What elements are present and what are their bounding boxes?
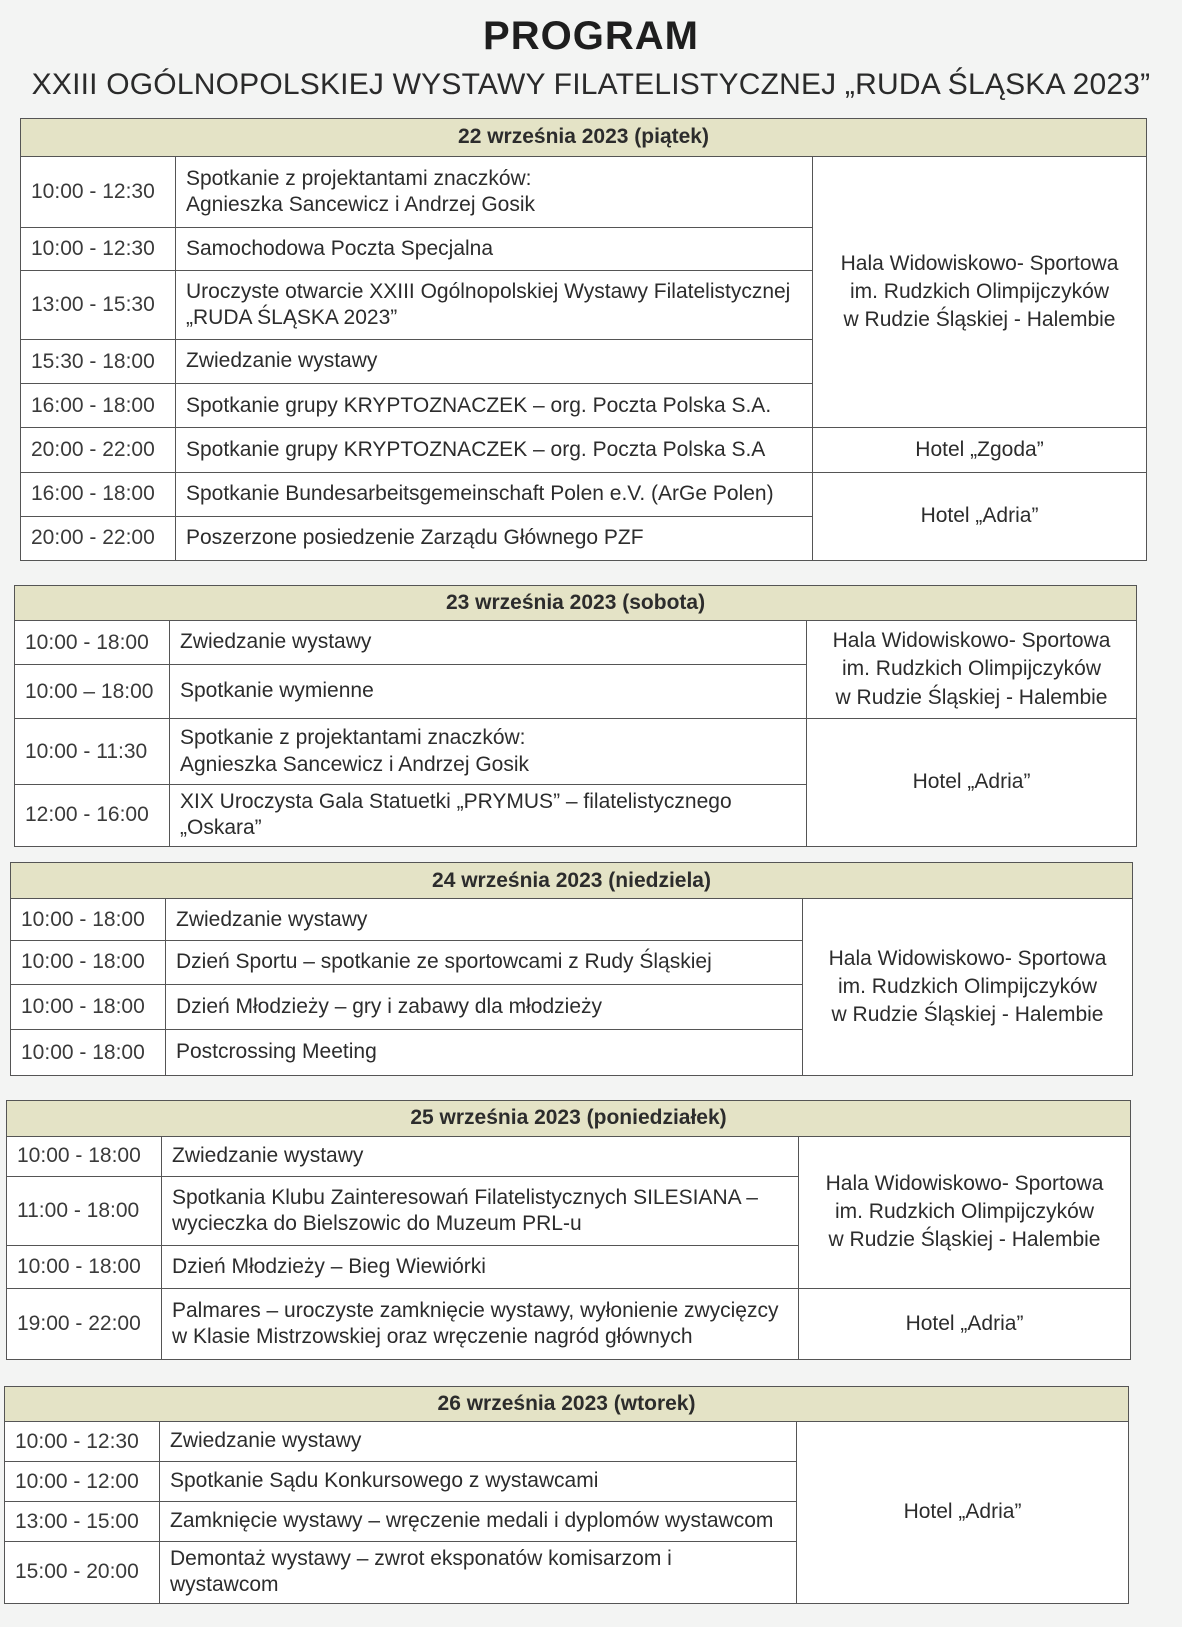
- event-time: 13:00 - 15:00: [5, 1502, 160, 1542]
- event-description: Spotkanie z projektantami znaczków: Agnieszka Sancewicz i Andrzej Gosik: [170, 719, 807, 785]
- event-time: 15:30 - 18:00: [21, 339, 176, 383]
- event-description: Demontaż wystawy – zwrot eksponatów komisarzom i wystawcom: [160, 1542, 797, 1604]
- event-time: 13:00 - 15:30: [21, 270, 176, 339]
- event-time: 10:00 - 18:00: [7, 1246, 162, 1289]
- event-description: Postcrossing Meeting: [166, 1030, 803, 1076]
- event-location: Hala Widowiskowo- Sportowa im. Rudzkich Olimpijczyków w Rudzie Śląskiej - Halembie: [799, 1136, 1131, 1288]
- table-row: [21, 428, 1147, 472]
- event-time: 15:00 - 20:00: [5, 1542, 160, 1604]
- event-description: Spotkanie Bundesarbeitsgemeinschaft Polen e.V. (ArGe Polen): [176, 472, 813, 516]
- event-time: 20:00 - 22:00: [21, 428, 176, 472]
- day-table-25: [6, 1100, 1131, 1360]
- event-description: Uroczyste otwarcie XXIII Ogólnopolskiej Wystawy Filatelistycznej „RUDA ŚLĄSKA 2023”: [176, 270, 813, 339]
- event-description: Zwiedzanie wystawy: [176, 339, 813, 383]
- event-time: 19:00 - 22:00: [7, 1288, 162, 1359]
- event-location: Hotel „Adria”: [799, 1288, 1131, 1359]
- day-header: 22 września 2023 (piątek): [21, 119, 1147, 157]
- event-time: 20:00 - 22:00: [21, 516, 176, 560]
- event-time: 10:00 - 18:00: [11, 899, 166, 941]
- table-row: [21, 156, 1147, 227]
- event-location: Hotel „Adria”: [797, 1422, 1129, 1604]
- event-time: 10:00 - 18:00: [15, 621, 170, 665]
- event-description: Dzień Młodzieży – gry i zabawy dla młodzieży: [166, 984, 803, 1030]
- event-time: 12:00 - 16:00: [15, 785, 170, 847]
- day-header: 26 września 2023 (wtorek): [5, 1387, 1129, 1422]
- day-header: 25 września 2023 (poniedziałek): [7, 1101, 1131, 1137]
- table-row: [21, 472, 1147, 516]
- table-row: [15, 719, 1137, 785]
- event-time: 10:00 - 12:30: [21, 156, 176, 227]
- event-time: 10:00 - 11:30: [15, 719, 170, 785]
- event-description: Zamknięcie wystawy – wręczenie medali i dyplomów wystawcom: [160, 1502, 797, 1542]
- event-description: Zwiedzanie wystawy: [160, 1422, 797, 1462]
- event-time: 10:00 - 12:30: [5, 1422, 160, 1462]
- event-description: Spotkanie z projektantami znaczków: Agnieszka Sancewicz i Andrzej Gosik: [176, 156, 813, 227]
- event-time: 10:00 - 18:00: [7, 1136, 162, 1177]
- event-description: Spotkanie wymienne: [170, 665, 807, 719]
- day-header: 23 września 2023 (sobota): [15, 586, 1137, 621]
- day-table-24: [10, 862, 1133, 1076]
- event-location: Hala Widowiskowo- Sportowa im. Rudzkich Olimpijczyków w Rudzie Śląskiej - Halembie: [807, 621, 1137, 719]
- event-time: 10:00 - 18:00: [11, 984, 166, 1030]
- event-description: Dzień Młodzieży – Bieg Wiewiórki: [162, 1246, 799, 1289]
- table-row: [5, 1422, 1129, 1462]
- day-table-26: [4, 1386, 1129, 1604]
- event-time: 10:00 - 18:00: [11, 940, 166, 984]
- event-description: Spotkania Klubu Zainteresowań Filatelistycznych SILESIANA – wycieczka do Bielszowic do Muzeum PRL-u: [162, 1177, 799, 1246]
- event-time: 16:00 - 18:00: [21, 384, 176, 428]
- event-location: Hala Widowiskowo- Sportowa im. Rudzkich Olimpijczyków w Rudzie Śląskiej - Halembie: [803, 899, 1133, 1076]
- event-description: Zwiedzanie wystawy: [162, 1136, 799, 1177]
- event-description: Spotkanie grupy KRYPTOZNACZEK – org. Poczta Polska S.A.: [176, 384, 813, 428]
- event-description: Poszerzone posiedzenie Zarządu Głównego PZF: [176, 516, 813, 560]
- event-description: Dzień Sportu – spotkanie ze sportowcami z Rudy Śląskiej: [166, 940, 803, 984]
- event-time: 10:00 - 12:00: [5, 1462, 160, 1502]
- event-location: Hala Widowiskowo- Sportowa im. Rudzkich Olimpijczyków w Rudzie Śląskiej - Halembie: [813, 156, 1147, 428]
- table-row: [7, 1136, 1131, 1177]
- page-subtitle: XXIII OGÓLNOPOLSKIEJ WYSTAWY FILATELISTYCZNEJ „RUDA ŚLĄSKA 2023”: [31, 68, 1151, 101]
- event-location: Hotel „Adria”: [813, 472, 1147, 560]
- event-description: Spotkanie grupy KRYPTOZNACZEK – org. Poczta Polska S.A: [176, 428, 813, 472]
- day-table-22: [20, 118, 1147, 561]
- event-time: 16:00 - 18:00: [21, 472, 176, 516]
- event-description: XIX Uroczysta Gala Statuetki „PRYMUS” – filatelistycznego „Oskara”: [170, 785, 807, 847]
- page-title: PROGRAM: [483, 14, 699, 58]
- event-location: Hotel „Adria”: [807, 719, 1137, 847]
- event-time: 10:00 - 12:30: [21, 227, 176, 270]
- event-description: Spotkanie Sądu Konkursowego z wystawcami: [160, 1462, 797, 1502]
- event-description: Zwiedzanie wystawy: [170, 621, 807, 665]
- event-location: Hotel „Zgoda”: [813, 428, 1147, 472]
- event-description: Samochodowa Poczta Specjalna: [176, 227, 813, 270]
- table-row: [7, 1288, 1131, 1359]
- event-description: Palmares – uroczyste zamknięcie wystawy, wyłonienie zwycięzcy w Klasie Mistrzowskiej oraz wręczenie nagród głównych: [162, 1288, 799, 1359]
- day-table-23: [14, 585, 1137, 847]
- event-time: 11:00 - 18:00: [7, 1177, 162, 1246]
- event-time: 10:00 – 18:00: [15, 665, 170, 719]
- table-row: [15, 621, 1137, 665]
- table-row: [11, 899, 1133, 941]
- event-description: Zwiedzanie wystawy: [166, 899, 803, 941]
- event-time: 10:00 - 18:00: [11, 1030, 166, 1076]
- day-header: 24 września 2023 (niedziela): [11, 863, 1133, 899]
